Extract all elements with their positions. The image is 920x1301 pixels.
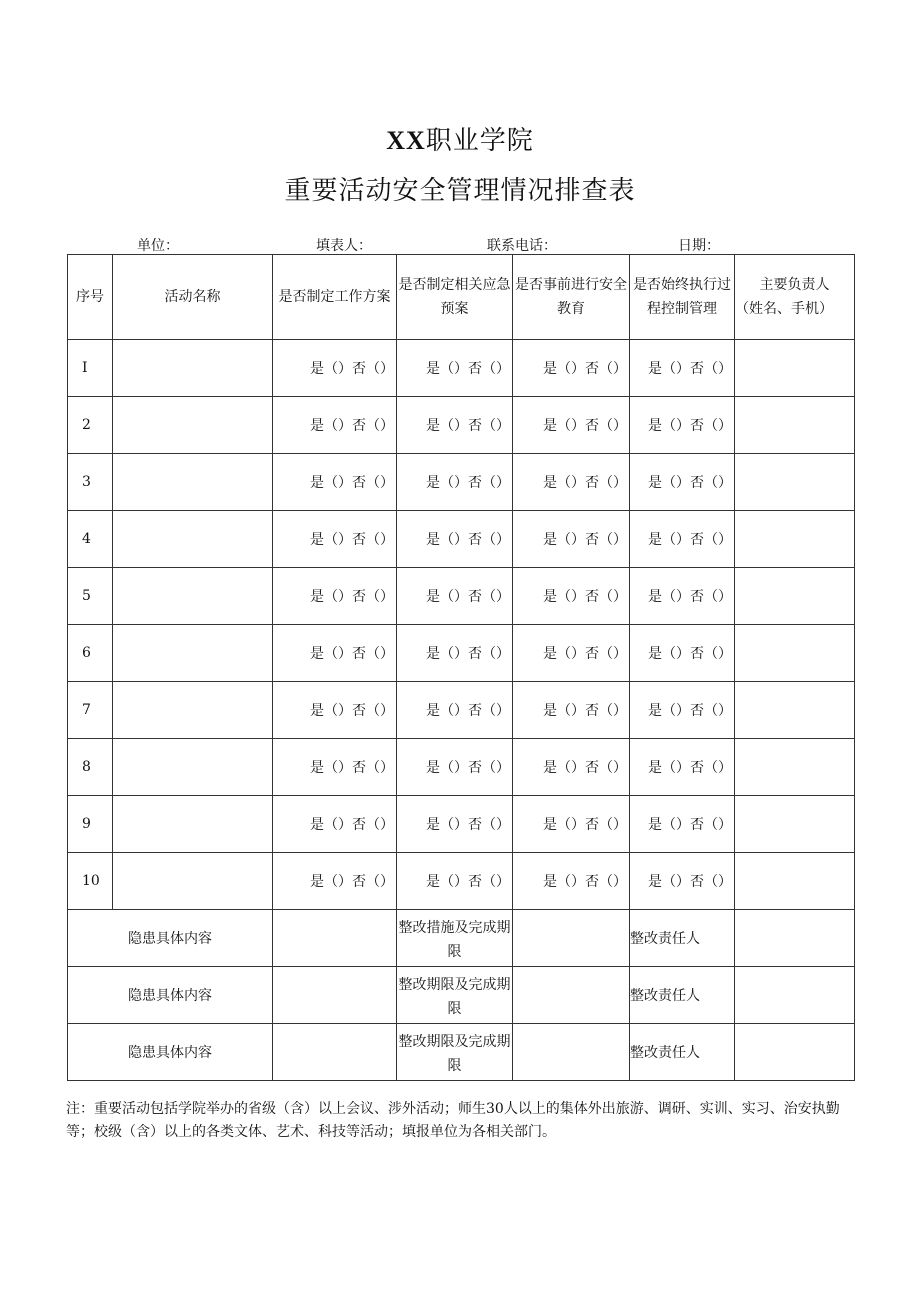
phone-label: 联系电话：: [487, 238, 557, 254]
work-plan-choice[interactable]: 是（）否（）: [273, 853, 397, 910]
table-row: [68, 853, 855, 910]
responsible-person-cell[interactable]: [735, 796, 855, 853]
responsible-person-cell[interactable]: [735, 853, 855, 910]
inspection-table: [67, 254, 855, 1081]
safety-education-choice[interactable]: 是（）否（）: [513, 625, 630, 682]
row-number: 9: [68, 796, 113, 853]
work-plan-choice[interactable]: 是（）否（）: [273, 397, 397, 454]
process-control-choice[interactable]: 是（）否（）: [630, 739, 735, 796]
row-number: 6: [68, 625, 113, 682]
responsible-person-cell[interactable]: [735, 397, 855, 454]
row-number: 7: [68, 682, 113, 739]
unit-label: 单位：: [137, 238, 179, 254]
activity-name-cell[interactable]: [113, 739, 273, 796]
rectification-measure-label: 整改期限及完成期限: [397, 1024, 513, 1081]
school-suffix: 职业学院: [425, 126, 534, 156]
table-row: [68, 739, 855, 796]
col-process-control-header: 是否始终执行过程控制管理: [630, 255, 735, 340]
table-row: [68, 796, 855, 853]
rectification-owner-cell[interactable]: [735, 967, 855, 1024]
emergency-plan-choice[interactable]: 是（）否（）: [397, 796, 513, 853]
process-control-choice[interactable]: 是（）否（）: [630, 454, 735, 511]
activity-name-cell[interactable]: [113, 397, 273, 454]
rectification-measure-cell[interactable]: [513, 910, 630, 967]
emergency-plan-choice[interactable]: 是（）否（）: [397, 682, 513, 739]
emergency-plan-choice[interactable]: 是（）否（）: [397, 511, 513, 568]
col-seq-header: 序号: [68, 255, 113, 340]
emergency-plan-choice[interactable]: 是（）否（）: [397, 625, 513, 682]
issue-row: [68, 1024, 855, 1081]
safety-education-choice[interactable]: 是（）否（）: [513, 340, 630, 397]
process-control-choice[interactable]: 是（）否（）: [630, 340, 735, 397]
safety-education-choice[interactable]: 是（）否（）: [513, 796, 630, 853]
table-row: [68, 625, 855, 682]
col-safety-education-header: 是否事前进行安全教育: [513, 255, 630, 340]
work-plan-choice[interactable]: 是（）否（）: [273, 739, 397, 796]
safety-education-choice[interactable]: 是（）否（）: [513, 853, 630, 910]
col-emergency-plan-header: 是否制定相关应急预案: [397, 255, 513, 340]
table-row: [68, 340, 855, 397]
form-title: 重要活动安全管理情况排查表: [284, 176, 636, 206]
work-plan-choice[interactable]: 是（）否（）: [273, 511, 397, 568]
activity-name-cell[interactable]: [113, 511, 273, 568]
row-number: 4: [68, 511, 113, 568]
process-control-choice[interactable]: 是（）否（）: [630, 568, 735, 625]
activity-name-cell[interactable]: [113, 568, 273, 625]
row-number: 5: [68, 568, 113, 625]
activity-name-cell[interactable]: [113, 853, 273, 910]
row-number: 2: [68, 397, 113, 454]
issue-label: 隐患具体内容: [68, 910, 273, 967]
safety-education-choice[interactable]: 是（）否（）: [513, 454, 630, 511]
process-control-choice[interactable]: 是（）否（）: [630, 511, 735, 568]
emergency-plan-choice[interactable]: 是（）否（）: [397, 568, 513, 625]
responsible-person-cell[interactable]: [735, 739, 855, 796]
responsible-person-cell[interactable]: [735, 682, 855, 739]
safety-education-choice[interactable]: 是（）否（）: [513, 739, 630, 796]
safety-education-choice[interactable]: 是（）否（）: [513, 397, 630, 454]
table-row: [68, 568, 855, 625]
responsible-person-cell[interactable]: [735, 625, 855, 682]
school-prefix: XX: [386, 126, 426, 155]
responsible-line2: （姓名、手机）: [735, 301, 833, 317]
safety-education-choice[interactable]: 是（）否（）: [513, 682, 630, 739]
rectification-owner-label: 整改责任人: [630, 967, 735, 1024]
table-row: [68, 511, 855, 568]
safety-education-choice[interactable]: 是（）否（）: [513, 511, 630, 568]
issue-row: [68, 967, 855, 1024]
rectification-measure-cell[interactable]: [513, 967, 630, 1024]
responsible-person-cell[interactable]: [735, 454, 855, 511]
emergency-plan-choice[interactable]: 是（）否（）: [397, 454, 513, 511]
emergency-plan-choice[interactable]: 是（）否（）: [397, 397, 513, 454]
issue-content-cell[interactable]: [273, 1024, 397, 1081]
work-plan-choice[interactable]: 是（）否（）: [273, 568, 397, 625]
date-label: 日期：: [678, 238, 720, 254]
responsible-line1: 主要负责人: [759, 277, 830, 293]
activity-name-cell[interactable]: [113, 682, 273, 739]
responsible-person-cell[interactable]: [735, 340, 855, 397]
rectification-measure-label: 整改措施及完成期限: [397, 910, 513, 967]
table-row: [68, 682, 855, 739]
responsible-person-cell[interactable]: [735, 511, 855, 568]
rectification-owner-cell[interactable]: [735, 910, 855, 967]
process-control-choice[interactable]: 是（）否（）: [630, 796, 735, 853]
work-plan-choice[interactable]: 是（）否（）: [273, 682, 397, 739]
process-control-choice[interactable]: 是（）否（）: [630, 682, 735, 739]
table-row: [68, 397, 855, 454]
rectification-owner-cell[interactable]: [735, 1024, 855, 1081]
work-plan-choice[interactable]: 是（）否（）: [273, 340, 397, 397]
col-work-plan-header: 是否制定工作方案: [273, 255, 397, 340]
issue-label: 隐患具体内容: [68, 1024, 273, 1081]
table-row: [68, 454, 855, 511]
row-number: 8: [68, 739, 113, 796]
school-name: [0, 120, 920, 157]
footnote: 注：重要活动包括学院举办的省级（含）以上会议、涉外活动；师生30人以上的集体外出旅游、调研、实训、实习、治安执勤等；校级（含）以上的各类文体、艺术、科技等活动；填报单位为各相关部门。: [66, 1101, 840, 1140]
issue-content-cell[interactable]: [273, 967, 397, 1024]
emergency-plan-choice[interactable]: 是（）否（）: [397, 739, 513, 796]
activity-name-cell[interactable]: [113, 454, 273, 511]
row-number: 3: [68, 454, 113, 511]
work-plan-choice[interactable]: 是（）否（）: [273, 454, 397, 511]
rectification-measure-cell[interactable]: [513, 1024, 630, 1081]
row-number: 10: [68, 853, 113, 910]
rectification-measure-label: 整改期限及完成期限: [397, 967, 513, 1024]
process-control-choice[interactable]: 是（）否（）: [630, 397, 735, 454]
col-responsible-header: [735, 255, 855, 340]
activity-name-cell[interactable]: [113, 625, 273, 682]
process-control-choice[interactable]: 是（）否（）: [630, 853, 735, 910]
rectification-owner-label: 整改责任人: [630, 910, 735, 967]
issue-content-cell[interactable]: [273, 910, 397, 967]
emergency-plan-choice[interactable]: 是（）否（）: [397, 853, 513, 910]
work-plan-choice[interactable]: 是（）否（）: [273, 796, 397, 853]
activity-name-cell[interactable]: [113, 340, 273, 397]
issue-label: 隐患具体内容: [68, 967, 273, 1024]
responsible-person-cell[interactable]: [735, 568, 855, 625]
col-activity-header: 活动名称: [113, 255, 273, 340]
filler-label: 填表人：: [316, 238, 372, 254]
process-control-choice[interactable]: 是（）否（）: [630, 625, 735, 682]
activity-name-cell[interactable]: [113, 796, 273, 853]
issue-row: [68, 910, 855, 967]
work-plan-choice[interactable]: 是（）否（）: [273, 625, 397, 682]
row-number: I: [68, 340, 113, 397]
safety-education-choice[interactable]: 是（）否（）: [513, 568, 630, 625]
emergency-plan-choice[interactable]: 是（）否（）: [397, 340, 513, 397]
rectification-owner-label: 整改责任人: [630, 1024, 735, 1081]
header-row: [68, 255, 855, 340]
